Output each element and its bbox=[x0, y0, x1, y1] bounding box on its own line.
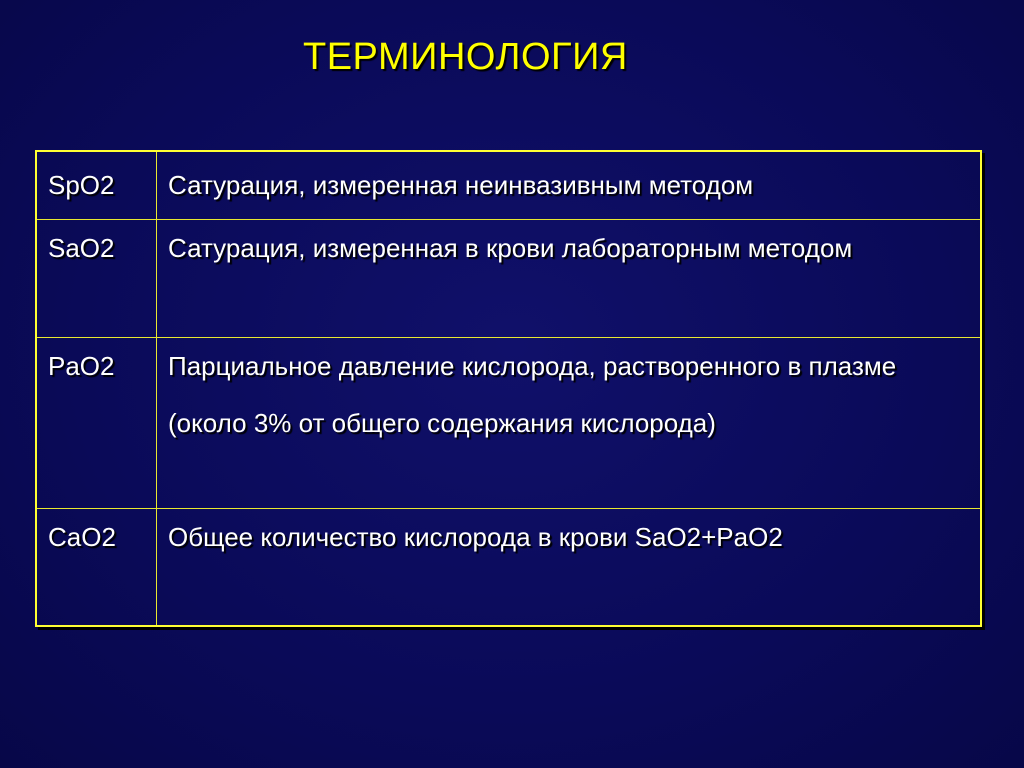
term-label: SaO2 bbox=[48, 233, 115, 263]
term-label: PaO2 bbox=[48, 351, 115, 381]
table-row bbox=[36, 151, 981, 220]
term-cell bbox=[36, 220, 157, 338]
definition-text: Сатурация, измеренная неинвазивным методом bbox=[168, 170, 754, 200]
definition-cell bbox=[157, 338, 982, 509]
slide-title: ТЕРМИНОЛОГИЯ bbox=[303, 36, 628, 78]
definition-cell bbox=[157, 151, 982, 220]
term-cell bbox=[36, 509, 157, 627]
definition-cell bbox=[157, 509, 982, 627]
table-row bbox=[36, 338, 981, 509]
table-row bbox=[36, 509, 981, 627]
term-label: SpO2 bbox=[48, 170, 115, 200]
definition-text: Общее количество кислорода в крови SaO2+PaO2 bbox=[168, 522, 783, 552]
terminology-table bbox=[35, 150, 982, 627]
table-row bbox=[36, 220, 981, 338]
definition-text: Сатурация, измеренная в крови лабораторным методом bbox=[168, 233, 853, 263]
term-cell bbox=[36, 151, 157, 220]
term-cell bbox=[36, 338, 157, 509]
definition-cell bbox=[157, 220, 982, 338]
term-label: CaO2 bbox=[48, 522, 116, 552]
definition-text: Парциальное давление кислорода, растворенного в плазме (около 3% от общего содержания кислорода) bbox=[168, 351, 897, 438]
